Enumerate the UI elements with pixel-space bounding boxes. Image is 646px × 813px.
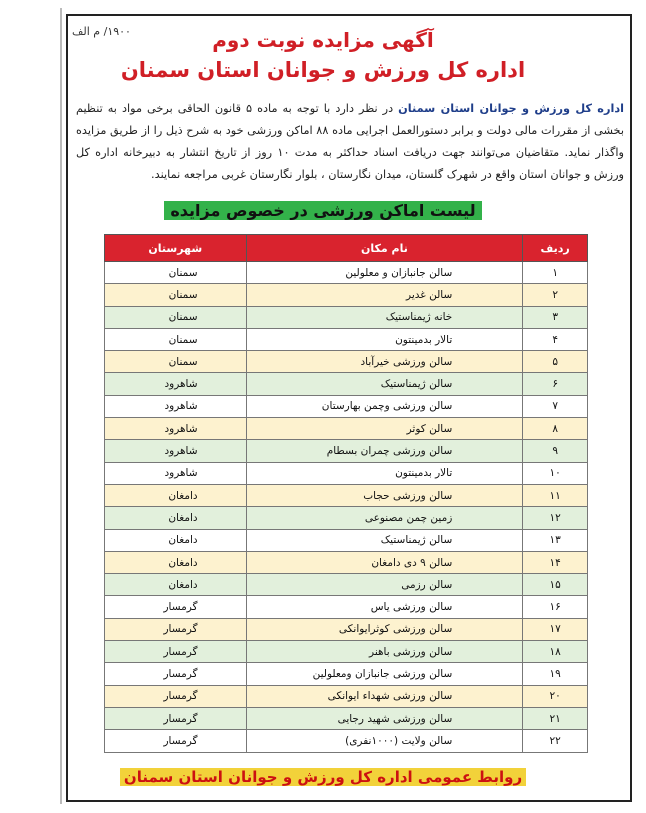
table-row xyxy=(105,262,588,284)
notice-title: آگهی مزایده نوبت دوم xyxy=(212,28,434,52)
place-name-cell: سالن ورزشی شهید رجایی xyxy=(246,707,523,729)
header-row-number: ردیف xyxy=(523,235,588,262)
intro-body: در نظر دارد با توجه به ماده ۵ قانون الحاقی برخی مواد به تنظیم بخشی از مقررات مالی دولت و برابر دستورالعمل اجرایی ماده ۸۸ اماکن ورزشی خود به شرح ذیل را از طریق مزایده واگذار نماید. متقاضیان می‌توانند جهت دریافت اسناد حداکثر به مدت ۱۰ روز از تاریخ انتشار به دبیرخانه اداره کل ورزش و جوانان استان واقع در شهرک گلستان، میدان نگارستان ، بلوار نگارستان غربی مراجعه نمایند. xyxy=(76,102,625,181)
table-row xyxy=(105,440,588,462)
place-name-cell: سالن ورزشی کوثرایوانکی xyxy=(246,618,523,640)
row-number-cell: ۵ xyxy=(523,351,588,373)
row-number-cell: ۱۹ xyxy=(523,663,588,685)
row-number-cell: ۷ xyxy=(523,395,588,417)
place-name-cell: سالن ورزشی یاس xyxy=(246,596,523,618)
row-number-cell: ۳ xyxy=(523,306,588,328)
row-number-cell: ۹ xyxy=(523,440,588,462)
city-cell: گرمسار xyxy=(105,730,247,752)
row-number-cell: ۱۳ xyxy=(523,529,588,551)
row-number-cell: ۶ xyxy=(523,373,588,395)
city-cell: گرمسار xyxy=(105,663,247,685)
city-cell: دامغان xyxy=(105,574,247,596)
place-name-cell: زمین چمن مصنوعی xyxy=(246,507,523,529)
footer-text: روابط عمومی اداره کل ورزش و جوانان استان سمنان xyxy=(120,768,526,786)
place-name-cell: سالن ورزشی وچمن بهارستان xyxy=(246,395,523,417)
table-row xyxy=(105,663,588,685)
city-cell: سمنان xyxy=(105,284,247,306)
city-cell: گرمسار xyxy=(105,685,247,707)
place-name-cell: سالن ورزشی چمران بسطام xyxy=(246,440,523,462)
city-cell: گرمسار xyxy=(105,641,247,663)
table-row xyxy=(105,507,588,529)
row-number-cell: ۲ xyxy=(523,284,588,306)
table-row xyxy=(105,618,588,640)
city-cell: گرمسار xyxy=(105,596,247,618)
venues-table xyxy=(104,234,588,753)
header-place-name: نام مکان xyxy=(246,235,523,262)
table-row xyxy=(105,484,588,506)
table-row xyxy=(105,328,588,350)
city-cell: گرمسار xyxy=(105,618,247,640)
row-number-cell: ۱۸ xyxy=(523,641,588,663)
table-row xyxy=(105,395,588,417)
city-cell: شاهرود xyxy=(105,418,247,440)
intro-lead: اداره کل ورزش و جوانان استان سمنان xyxy=(398,102,625,115)
table-row xyxy=(105,707,588,729)
place-name-cell: سالن ورزشی خیرآباد xyxy=(246,351,523,373)
table-row xyxy=(105,551,588,573)
row-number-cell: ۲۱ xyxy=(523,707,588,729)
city-cell: سمنان xyxy=(105,328,247,350)
row-number-cell: ۱۴ xyxy=(523,551,588,573)
city-cell: دامغان xyxy=(105,507,247,529)
row-number-cell: ۲۰ xyxy=(523,685,588,707)
place-name-cell: سالن غدیر xyxy=(246,284,523,306)
city-cell: دامغان xyxy=(105,484,247,506)
organization-title: اداره کل ورزش و جوانان استان سمنان xyxy=(120,58,526,82)
table-row xyxy=(105,730,588,752)
table-row xyxy=(105,574,588,596)
row-number-cell: ۱۱ xyxy=(523,484,588,506)
city-cell: دامغان xyxy=(105,551,247,573)
row-number-cell: ۱۵ xyxy=(523,574,588,596)
place-name-cell: سالن ژیمناستیک xyxy=(246,373,523,395)
city-cell: شاهرود xyxy=(105,373,247,395)
place-name-cell: سالن رزمی xyxy=(246,574,523,596)
table-row xyxy=(105,306,588,328)
row-number-cell: ۱۷ xyxy=(523,618,588,640)
place-name-cell: سالن کوثر xyxy=(246,418,523,440)
table-row xyxy=(105,418,588,440)
row-number-cell: ۴ xyxy=(523,328,588,350)
table-header-row xyxy=(105,235,588,262)
table-row xyxy=(105,685,588,707)
place-name-cell: تالار بدمینتون xyxy=(246,328,523,350)
place-name-cell: سالن ژیمناستیک xyxy=(246,529,523,551)
table-row xyxy=(105,351,588,373)
table-body xyxy=(105,262,588,753)
list-title-text: لیست اماکن ورزشی در خصوص مزایده xyxy=(164,201,481,220)
row-number-cell: ۱ xyxy=(523,262,588,284)
place-name-cell: سالن ورزشی جانبازان ومعلولین xyxy=(246,663,523,685)
list-title xyxy=(0,201,646,220)
table-row xyxy=(105,462,588,484)
outer-border-line xyxy=(60,8,62,804)
place-name-cell: خانه ژیمناستیک xyxy=(246,306,523,328)
city-cell: گرمسار xyxy=(105,707,247,729)
reference-number: ۱۹۰۰/ م الف xyxy=(72,25,131,38)
place-name-cell: سالن ورزشی شهداء ایوانکی xyxy=(246,685,523,707)
header-city: شهرستان xyxy=(105,235,247,262)
row-number-cell: ۱۲ xyxy=(523,507,588,529)
city-cell: سمنان xyxy=(105,351,247,373)
city-cell: سمنان xyxy=(105,306,247,328)
city-cell: دامغان xyxy=(105,529,247,551)
city-cell: شاهرود xyxy=(105,395,247,417)
row-number-cell: ۱۰ xyxy=(523,462,588,484)
row-number-cell: ۸ xyxy=(523,418,588,440)
row-number-cell: ۱۶ xyxy=(523,596,588,618)
city-cell: شاهرود xyxy=(105,440,247,462)
table-row xyxy=(105,641,588,663)
table-row xyxy=(105,596,588,618)
table-row xyxy=(105,373,588,395)
place-name-cell: تالار بدمینتون xyxy=(246,462,523,484)
table-row xyxy=(105,529,588,551)
city-cell: سمنان xyxy=(105,262,247,284)
place-name-cell: سالن ۹ دی دامغان xyxy=(246,551,523,573)
footer-signature xyxy=(0,768,646,786)
row-number-cell: ۲۲ xyxy=(523,730,588,752)
place-name-cell: سالن ورزشی حجاب xyxy=(246,484,523,506)
table-row xyxy=(105,284,588,306)
intro-paragraph xyxy=(76,98,624,186)
city-cell: شاهرود xyxy=(105,462,247,484)
place-name-cell: سالن ورزشی باهنر xyxy=(246,641,523,663)
place-name-cell: سالن ولایت (۱۰۰۰نفری) xyxy=(246,730,523,752)
place-name-cell: سالن جانبازان و معلولین xyxy=(246,262,523,284)
